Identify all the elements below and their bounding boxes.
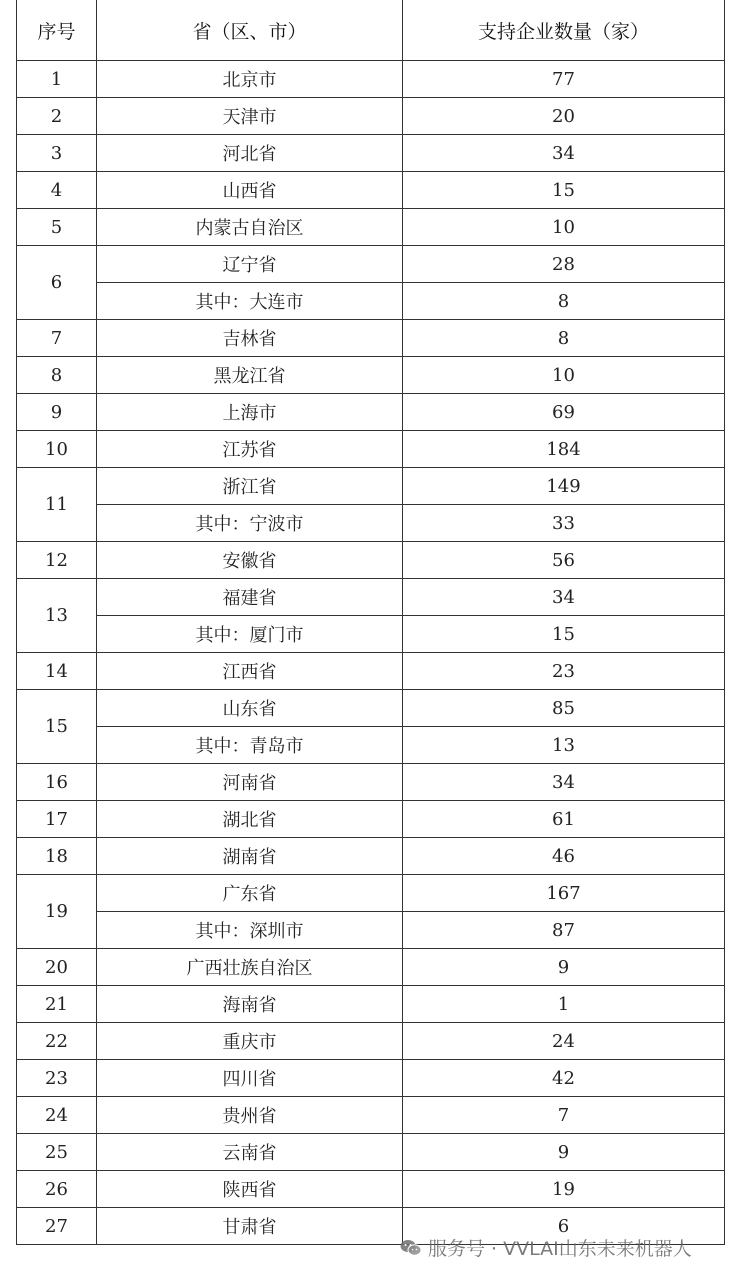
row-count: 10 bbox=[403, 357, 725, 394]
row-count: 87 bbox=[403, 912, 725, 949]
table-body bbox=[17, 61, 725, 1245]
row-region: 其中：深圳市 bbox=[97, 912, 403, 949]
row-seq: 23 bbox=[17, 1060, 97, 1097]
row-region: 山西省 bbox=[97, 172, 403, 209]
row-region: 山东省 bbox=[97, 690, 403, 727]
row-count: 9 bbox=[403, 1134, 725, 1171]
row-count: 13 bbox=[403, 727, 725, 764]
watermark bbox=[400, 1234, 692, 1261]
header-seq: 序号 bbox=[17, 0, 97, 61]
row-region: 四川省 bbox=[97, 1060, 403, 1097]
row-seq: 7 bbox=[17, 320, 97, 357]
row-region: 安徽省 bbox=[97, 542, 403, 579]
row-count: 24 bbox=[403, 1023, 725, 1060]
row-count: 69 bbox=[403, 394, 725, 431]
row-count: 7 bbox=[403, 1097, 725, 1134]
row-region: 浙江省 bbox=[97, 468, 403, 505]
table-row bbox=[17, 246, 725, 283]
table-row bbox=[17, 357, 725, 394]
row-seq: 25 bbox=[17, 1134, 97, 1171]
row-region: 辽宁省 bbox=[97, 246, 403, 283]
row-seq: 20 bbox=[17, 949, 97, 986]
header-count: 支持企业数量（家） bbox=[403, 0, 725, 61]
table-row bbox=[17, 653, 725, 690]
row-count: 42 bbox=[403, 1060, 725, 1097]
row-region: 广西壮族自治区 bbox=[97, 949, 403, 986]
row-seq: 21 bbox=[17, 986, 97, 1023]
row-count: 56 bbox=[403, 542, 725, 579]
table-row bbox=[17, 1134, 725, 1171]
row-count: 33 bbox=[403, 505, 725, 542]
row-count: 34 bbox=[403, 135, 725, 172]
row-region: 贵州省 bbox=[97, 1097, 403, 1134]
row-region: 河南省 bbox=[97, 764, 403, 801]
row-seq: 26 bbox=[17, 1171, 97, 1208]
row-region: 湖南省 bbox=[97, 838, 403, 875]
watermark-text: 服务号 · VVLAI山东未来机器人 bbox=[428, 1238, 692, 1260]
row-count: 15 bbox=[403, 172, 725, 209]
table-row bbox=[17, 986, 725, 1023]
row-seq: 24 bbox=[17, 1097, 97, 1134]
table-row bbox=[17, 61, 725, 98]
table-row bbox=[17, 172, 725, 209]
table-row bbox=[17, 579, 725, 616]
table-row bbox=[17, 468, 725, 505]
row-region: 云南省 bbox=[97, 1134, 403, 1171]
row-seq: 4 bbox=[17, 172, 97, 209]
table-row bbox=[17, 283, 725, 320]
row-seq: 22 bbox=[17, 1023, 97, 1060]
row-region: 北京市 bbox=[97, 61, 403, 98]
row-count: 8 bbox=[403, 283, 725, 320]
table-row bbox=[17, 209, 725, 246]
enterprise-count-table bbox=[16, 0, 725, 1245]
table-row bbox=[17, 875, 725, 912]
row-region: 广东省 bbox=[97, 875, 403, 912]
table-row bbox=[17, 98, 725, 135]
row-seq: 14 bbox=[17, 653, 97, 690]
table-row bbox=[17, 616, 725, 653]
table-row bbox=[17, 801, 725, 838]
row-region: 湖北省 bbox=[97, 801, 403, 838]
row-region: 天津市 bbox=[97, 98, 403, 135]
row-count: 1 bbox=[403, 986, 725, 1023]
row-region: 江苏省 bbox=[97, 431, 403, 468]
row-count: 8 bbox=[403, 320, 725, 357]
row-seq: 19 bbox=[17, 875, 97, 949]
row-count: 23 bbox=[403, 653, 725, 690]
row-count: 19 bbox=[403, 1171, 725, 1208]
header-region: 省（区、市） bbox=[97, 0, 403, 61]
row-count: 10 bbox=[403, 209, 725, 246]
row-region: 甘肃省 bbox=[97, 1208, 403, 1245]
table-row bbox=[17, 1097, 725, 1134]
row-count: 85 bbox=[403, 690, 725, 727]
row-seq: 10 bbox=[17, 431, 97, 468]
row-seq: 9 bbox=[17, 394, 97, 431]
table-row bbox=[17, 764, 725, 801]
row-count: 15 bbox=[403, 616, 725, 653]
row-count: 167 bbox=[403, 875, 725, 912]
table-header-row bbox=[17, 0, 725, 61]
row-seq: 5 bbox=[17, 209, 97, 246]
table-row bbox=[17, 320, 725, 357]
table-row bbox=[17, 1060, 725, 1097]
row-region: 上海市 bbox=[97, 394, 403, 431]
table-row bbox=[17, 394, 725, 431]
table-row bbox=[17, 1171, 725, 1208]
row-count: 149 bbox=[403, 468, 725, 505]
row-count: 61 bbox=[403, 801, 725, 838]
row-count: 28 bbox=[403, 246, 725, 283]
table-row bbox=[17, 1023, 725, 1060]
row-region: 其中：青岛市 bbox=[97, 727, 403, 764]
row-region: 重庆市 bbox=[97, 1023, 403, 1060]
row-region: 福建省 bbox=[97, 579, 403, 616]
table-row bbox=[17, 431, 725, 468]
row-count: 77 bbox=[403, 61, 725, 98]
row-count: 34 bbox=[403, 764, 725, 801]
row-seq: 11 bbox=[17, 468, 97, 542]
row-seq: 27 bbox=[17, 1208, 97, 1245]
row-region: 内蒙古自治区 bbox=[97, 209, 403, 246]
row-count: 6 bbox=[403, 1208, 725, 1245]
row-region: 海南省 bbox=[97, 986, 403, 1023]
row-region: 黑龙江省 bbox=[97, 357, 403, 394]
row-seq: 6 bbox=[17, 246, 97, 320]
row-seq: 13 bbox=[17, 579, 97, 653]
row-region: 河北省 bbox=[97, 135, 403, 172]
row-region: 其中：大连市 bbox=[97, 283, 403, 320]
table-row bbox=[17, 727, 725, 764]
table-row bbox=[17, 949, 725, 986]
row-seq: 8 bbox=[17, 357, 97, 394]
row-region: 江西省 bbox=[97, 653, 403, 690]
row-seq: 1 bbox=[17, 61, 97, 98]
row-seq: 18 bbox=[17, 838, 97, 875]
row-count: 46 bbox=[403, 838, 725, 875]
row-region: 吉林省 bbox=[97, 320, 403, 357]
row-region: 陕西省 bbox=[97, 1171, 403, 1208]
row-seq: 17 bbox=[17, 801, 97, 838]
row-region: 其中：厦门市 bbox=[97, 616, 403, 653]
table-row bbox=[17, 505, 725, 542]
table-row bbox=[17, 135, 725, 172]
row-seq: 2 bbox=[17, 98, 97, 135]
row-seq: 12 bbox=[17, 542, 97, 579]
table-row bbox=[17, 542, 725, 579]
table-row bbox=[17, 912, 725, 949]
row-seq: 3 bbox=[17, 135, 97, 172]
table-row bbox=[17, 690, 725, 727]
row-count: 34 bbox=[403, 579, 725, 616]
row-seq: 15 bbox=[17, 690, 97, 764]
row-region: 其中：宁波市 bbox=[97, 505, 403, 542]
row-count: 20 bbox=[403, 98, 725, 135]
row-count: 184 bbox=[403, 431, 725, 468]
table-row bbox=[17, 838, 725, 875]
row-count: 9 bbox=[403, 949, 725, 986]
row-seq: 16 bbox=[17, 764, 97, 801]
wechat-icon bbox=[400, 1239, 422, 1257]
